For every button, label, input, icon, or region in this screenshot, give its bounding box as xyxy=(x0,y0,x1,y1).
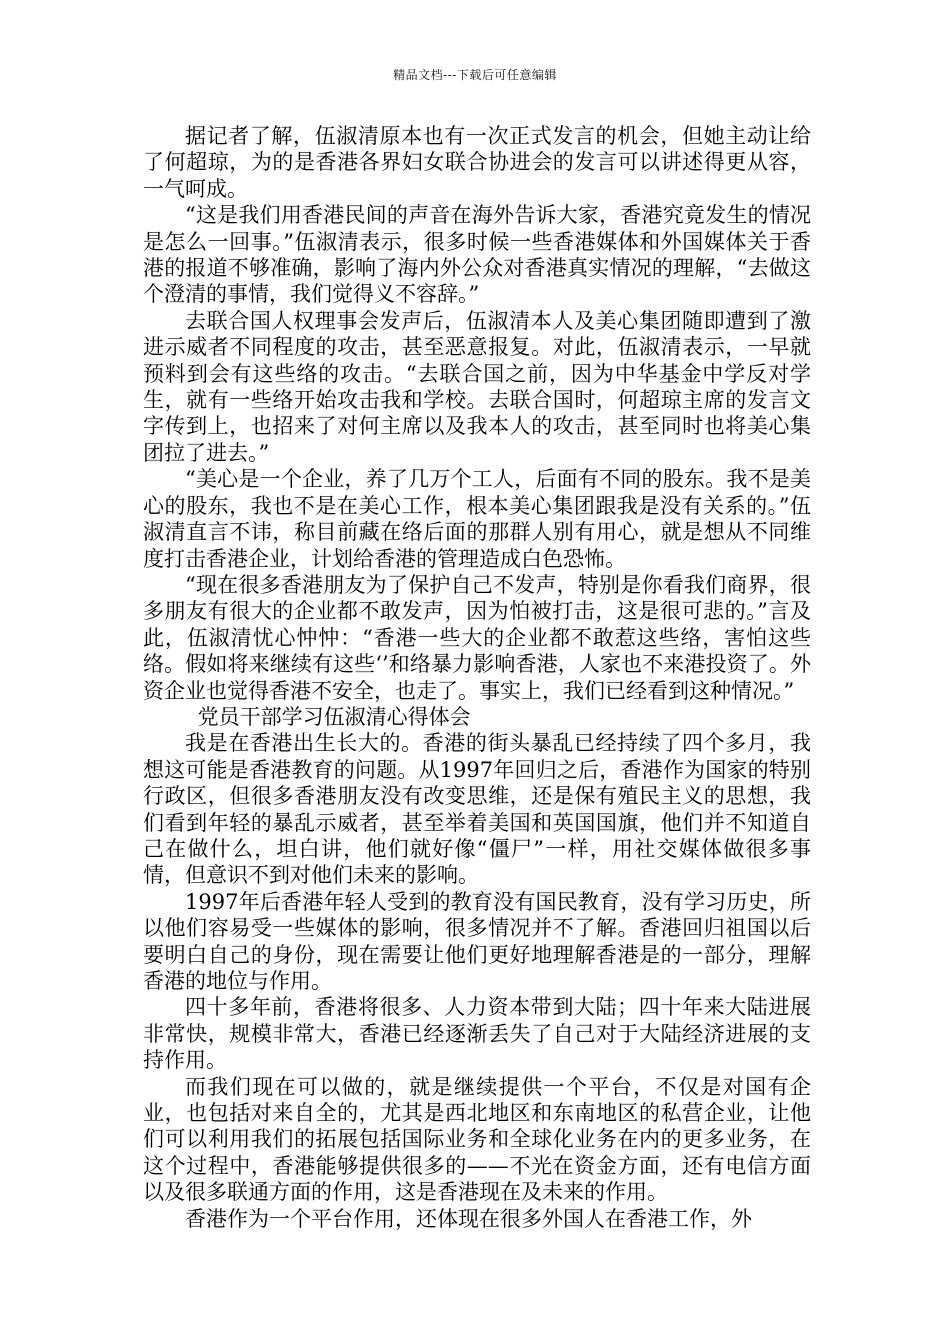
page-header: 精品文档---下载后可任意编辑 xyxy=(393,68,557,82)
paragraph: “这是我们用香港民间的声音在海外告诉大家，香港究竟发生的情况是怎么一回事。”伍淑清表示，很多时候一些香港媒体和外国媒体关于香港的报道不够准确，影响了海内外公众对香港真实情况的理解，“去做这个澄清的事情，我们觉得义不容辞。” xyxy=(143,203,811,307)
paragraph: 据记者了解，伍淑清原本也有一次正式发言的机会，但她主动让给了何超琼，为的是香港各界妇女联合协进会的发言可以讲述得更从容，一气呵成。 xyxy=(143,124,811,201)
paragraph: “美心是一个企业，养了几万个工人，后面有不同的股东。我不是美心的股东，我也不是在美心工作，根本美心集团跟我是没有关系的。”伍淑清直言不讳，称目前藏在络后面的那群人别有用心，就是想从不同维度打击香港企业，计划给香港的管理造成白色恐怖。 xyxy=(143,467,811,571)
paragraph: 四十多年前，香港将很多、人力资本带到大陆；四十年来大陆进展非常快，规模非常大，香港已经逐渐丢失了自己对于大陆经济进展的支持作用。 xyxy=(143,995,811,1073)
paragraph: “现在很多香港朋友为了保护自己不发声，特别是你看我们商界，很多朋友有很大的企业都不敢发声，因为怕被打击，这是很可悲的。”言及此，伍淑清忧心忡忡：“香港一些大的企业都不敢惹这些络，害怕这些络。假如将来继续有这些‘’和络暴力影响香港，人家也不来港投资了。外资企业也觉得香港不安全，也走了。事实上，我们已经看到这种情况。” xyxy=(143,572,811,703)
paragraph: 1997年后香港年轻人受到的教育没有国民教育，没有学习历史，所以他们容易受一些媒体的影响，很多情况并不了解。香港回归祖国以后要明白自己的身份，现在需要让他们更好地理解香港是的一部分，理解香港的地位与作用。 xyxy=(143,889,811,993)
paragraph: 香港作为一个平台作用，还体现在很多外国人在香港工作，外 xyxy=(185,1206,752,1231)
document-body xyxy=(143,123,811,1232)
paragraph: 去联合国人权理事会发声后，伍淑清本人及美心集团随即遭到了激进示威者不同程度的攻击，甚至恶意报复。对此，伍淑清表示，一早就预料到会有这些络的攻击。“去联合国之前，因为中华基金中学反对学生，就有一些络开始攻击我和学校。去联合国时，何超琼主席的发言文字传到上，也招来了对何主席以及我本人的攻击，甚至同时也将美心集团拉了进去。” xyxy=(143,308,811,465)
paragraph: 我是在香港出生长大的。香港的街头暴乱已经持续了四个多月，我想这可能是香港教育的问题。从1997年回归之后，香港作为国家的特别行政区，但很多香港朋友没有改变思维，还是保有殖民主义的思想，我们看到年轻的暴乱示威者，甚至举着美国和英国国旗，他们并不知道自己在做什么，坦白讲，他们就好像“僵尸”一样，用社交媒体做很多事情，但意识不到对他们未来的影响。 xyxy=(143,731,811,888)
section-heading: 党员干部学习伍淑清心得体会 xyxy=(197,704,471,729)
paragraph: 而我们现在可以做的，就是继续提供一个平台，不仅是对国有企业，也包括对来自全的，尤其是西北地区和东南地区的私营企业，让他们可以利用我们的拓展包括国际业务和全球化业务在内的更多业务，在这个过程中，香港能够提供很多的——不光在资金方面，还有电信方面以及很多联通方面的作用，这是香港现在及未来的作用。 xyxy=(143,1074,811,1205)
